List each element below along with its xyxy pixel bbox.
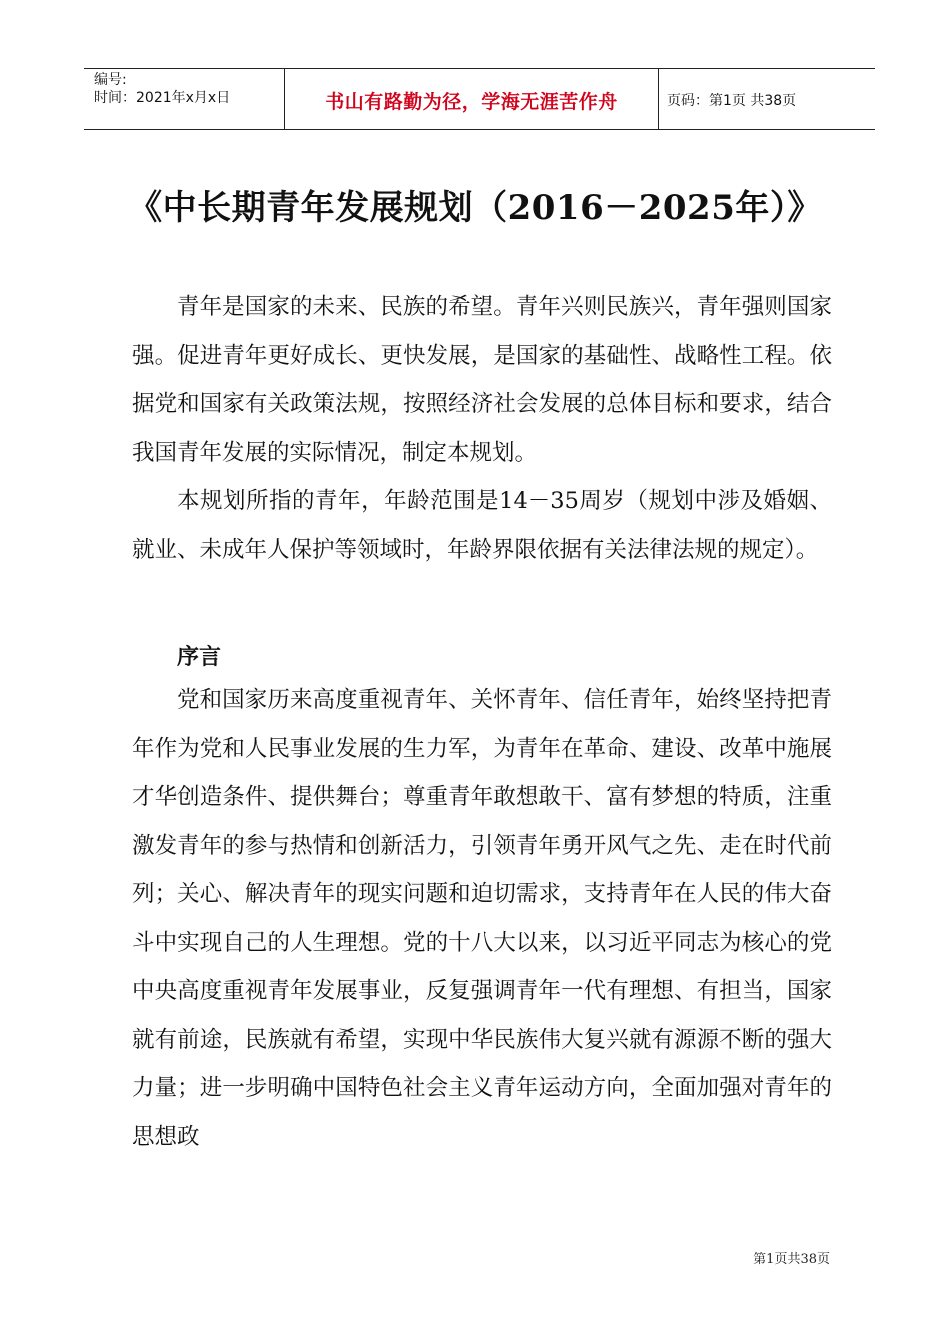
page-header	[84, 68, 875, 130]
section-heading: 序言	[177, 645, 222, 670]
page-footer: 第1页共38页	[753, 1252, 830, 1267]
motto-text: 书山有路勤为径，学海无涯苦作舟	[325, 91, 618, 113]
code-label: 编号:	[94, 72, 127, 88]
time-label: 时间：2021年x月x日	[94, 90, 231, 106]
header-meta-cell	[84, 69, 284, 129]
intro-paragraph-1: 青年是国家的未来、民族的希望。青年兴则民族兴，青年强则国家强。促进青年更好成长、更快发展，是国家的基础性、战略性工程。依据党和国家有关政策法规，按照经济社会发展的总体目标和要求，结合我国青年发展的实际情况，制定本规划。	[132, 294, 832, 466]
document-title: 《中长期青年发展规划（2016－2025年）》	[128, 188, 822, 228]
page-number-label: 页码：第1页 共38页	[667, 93, 797, 109]
header-motto-cell	[284, 69, 659, 129]
intro-paragraph-2: 本规划所指的青年，年龄范围是14－35周岁（规划中涉及婚姻、就业、未成年人保护等领域时，年龄界限依据有关法律法规的规定）。	[132, 488, 832, 563]
preface-paragraph: 党和国家历来高度重视青年、关怀青年、信任青年，始终坚持把青年作为党和人民事业发展的生力军，为青年在革命、建设、改革中施展才华创造条件、提供舞台；尊重青年敢想敢干、富有梦想的特质，注重激发青年的参与热情和创新活力，引领青年勇开风气之先、走在时代前列；关心、解决青年的现实问题和迫切需求，支持青年在人民的伟大奋斗中实现自己的人生理想。党的十八大以来，以习近平同志为核心的党中央高度重视青年发展事业，反复强调青年一代有理想、有担当，国家就有前途，民族就有希望，实现中华民族伟大复兴就有源源不断的强大力量；进一步明确中国特色社会主义青年运动方向，全面加强对青年的思想政	[132, 687, 832, 1150]
header-page-cell	[659, 69, 875, 129]
